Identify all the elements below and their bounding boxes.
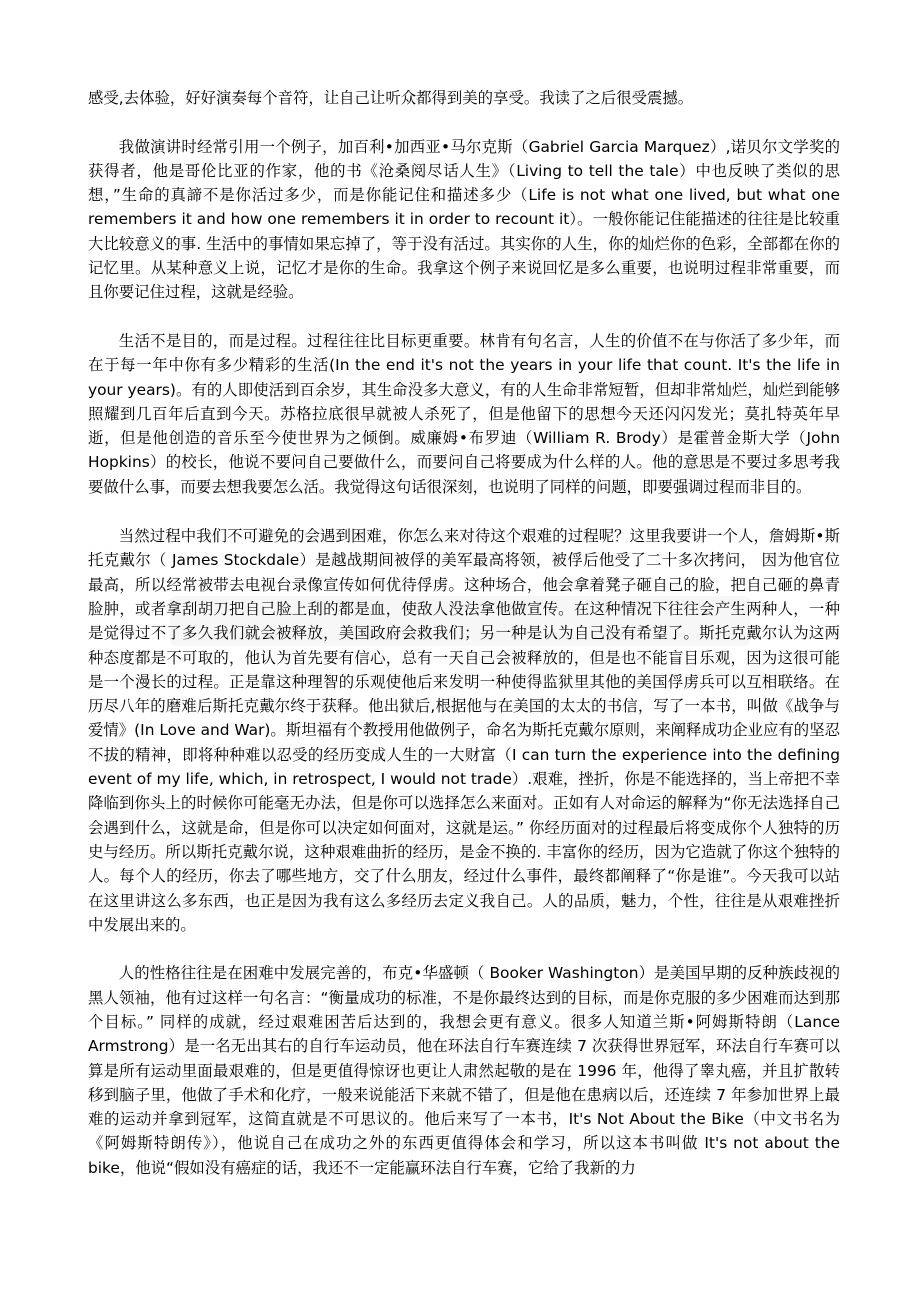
paragraph-5: 人的性格往往是在困难中发展完善的，布克•华盛顿（ Booker Washington）是美国早期的反种族歧视的黑人领袖，他有过这样一句名言：“衡量成功的标准，不是你最终达到的目标，而是你克服的多少困难而达到那个目标。” 同样的成就，经过艰难困苦后达到的，我想会更有意义。很多人知道兰斯•阿姆斯特朗（Lance Armstrong）是一名无出其右的自行车运动员，他在环法自行车赛连续 7 次获得世界冠军，环法自行车赛可以算是所有运动里面最艰难的，但是更值得惊讶也更让人肃然起敬的是在 1996 年，他得了睾丸癌，并且扩散转移到脑子里，他做了手术和化疗，一般来说能活下来就不错了，但是他在患病以后，还连续 7 年参加世界上最难的运动并拿到冠军，这简直就是不可思议的。他后来写了一本书，It's Not About the Bike（中文书名为《阿姆斯特朗传》），他说自己在成功之外的东西更值得体会和学习，所以这本书叫做 It's not about the bike，他说“假如没有癌症的话，我还不一定能赢环法自行车赛，它给了我新的力	[88, 964, 840, 1177]
paragraph-3: 生活不是目的，而是过程。过程往往比目标更重要。林肯有句名言，人生的价值不在与你活了多少年，而在于每一年中你有多少精彩的生活(In the end it's not the years in your life that count. It's the life in your years)。有的人即使活到百余岁，其生命没多大意义，有的人生命非常短暂，但却非常灿烂，灿烂到能够照耀到几百年后直到今天。苏格拉底很早就被人杀死了，但是他留下的思想今天还闪闪发光；莫扎特英年早逝，但是他创造的音乐至今使世界为之倾倒。威廉姆•布罗迪（William R. Brody）是霍普金斯大学（John Hopkins）的校长，他说不要问自己要做什么，而要问自己将要成为什么样的人。他的意思是不要过多思考我要做什么事，而要去想我要怎么活。我觉得这句话很深刻，也说明了同样的问题，即要强调过程而非目的。	[88, 331, 840, 496]
paragraph-2: 我做演讲时经常引用一个例子，加百利•加西亚•马尔克斯（Gabriel Garcia Marquez）,诺贝尔文学奖的获得者，他是哥伦比亚的作家，他的书《沧桑阅尽话人生》（Living to tell the tale）中也反映了类似的思想，”生命的真諦不是你活过多少，而是你能记住和描述多少（Life is not what one lived, but what one remembers it and how one remembers it in order to recount it）。一般你能记住能描述的往往是比较重大比较意义的事. 生活中的事情如果忘掉了，等于没有活过。其实你的人生，你的灿烂你的色彩，全部都在你的记忆里。从某种意义上说，记忆才是你的生命。我拿这个例子来说回忆是多么重要，也说明过程非常重要，而且你要记住过程，这就是经验。	[88, 137, 840, 302]
paragraph-4: 当然过程中我们不可避免的会遇到困难，你怎么来对待这个艰难的过程呢？这里我要讲一个人，詹姆斯•斯托克戴尔（ James Stockdale）是越战期间被俘的美军最高将领，被俘后他受了二十多次拷问， 因为他官位最高，所以经常被带去电视台录像宣传如何优待俘虏。这种场合，他会拿着凳子砸自己的脸，把自己砸的鼻青脸肿，或者拿刮胡刀把自己脸上刮的都是血，使敌人没法拿他做宣传。在这种情况下往往会产生两种人，一种是觉得过不了多久我们就会被释放，美国政府会救我们；另一种是认为自己没有希望了。斯托克戴尔认为这两种态度都是不可取的，他认为首先要有信心，总有一天自己会被释放的，但是也不能盲目乐观，因为这很可能是一个漫长的过程。正是靠这种理智的乐观使他后来发明一种使得监狱里其他的美国俘虏兵可以互相联络。在历尽八年的磨难后斯托克戴尔终于获释。他出狱后,根据他与在美国的太太的书信，写了一本书，叫做《战争与爱情》(In Love and War)。斯坦福有个教授用他做例子，命名为斯托克戴尔原则，来阐释成功企业应有的坚忍不拔的精神，即将种种难以忍受的经历变成人生的一大财富（I can turn the experience into the defining event of my life, which, in retrospect, I would not trade）.艰难，挫折，你是不能选择的，当上帝把不幸降临到你头上的时候你可能毫无办法，但是你可以选择怎么来面对。正如有人对命运的解释为“你无法选择自己会遇到什么，这就是命，但是你可以决定如何面对，这就是运。” 你经历面对的过程最后将变成你个人独特的历史与经历。所以斯托克戴尔说，这种艰难曲折的经历，是金不换的. 丰富你的经历，因为它造就了你这个独特的人。每个人的经历，你去了哪些地方，交了什么朋友，经过什么事件，最终都阐释了“你是谁”。今天我可以站在这里讲这么多东西，也正是因为我有这么多经历去定义我自己。人的品质，魅力，个性，往往是从艰难挫折中发展出来的。	[88, 527, 840, 934]
document-body	[88, 86, 840, 1204]
paragraph-1: 感受,去体验，好好演奏每个音符，让自己让听众都得到美的享受。我读了之后很受震撼。	[88, 89, 694, 107]
